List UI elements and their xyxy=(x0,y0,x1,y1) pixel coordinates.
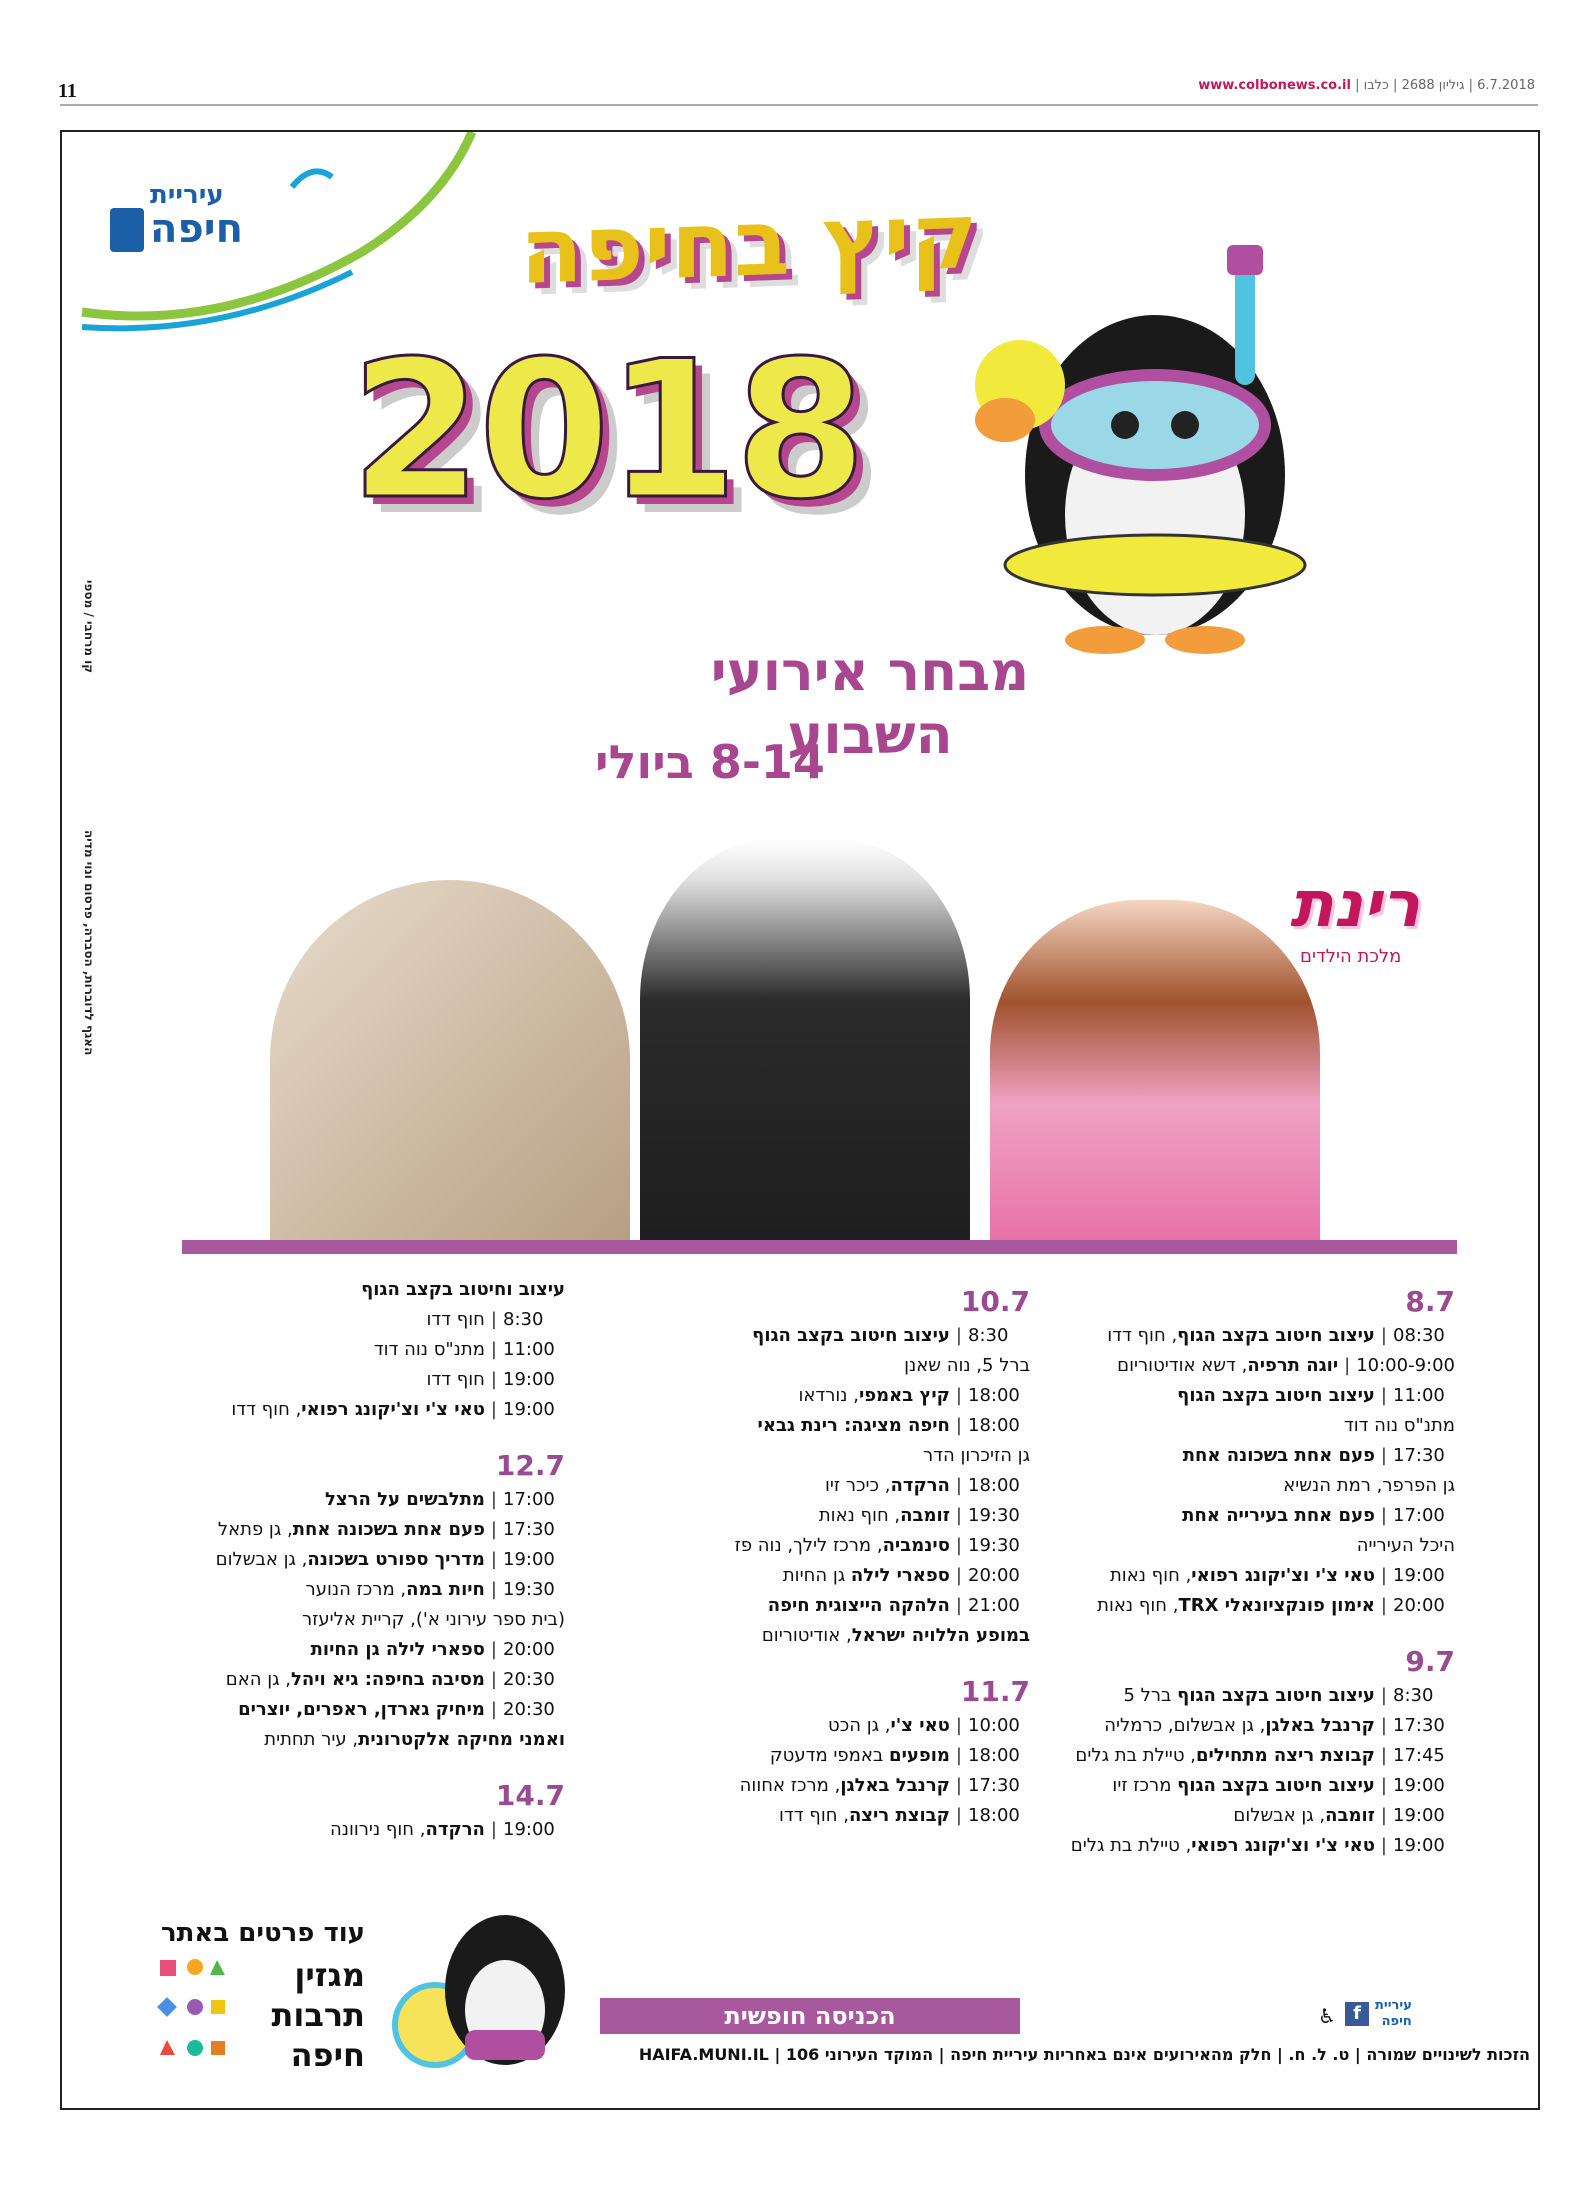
time-separator: | xyxy=(1380,1775,1387,1796)
event-location: גן הפרפר, רמת הנשיא xyxy=(1283,1475,1455,1496)
event-time: 18:00 xyxy=(968,1745,1020,1766)
event-title: קבוצת ריצה xyxy=(848,1805,950,1826)
event-title: מיחיק גארדן, ראפרים, יוצרים xyxy=(238,1699,485,1720)
event-time: 20:30 xyxy=(503,1669,555,1690)
event-title: פעם אחת בשכונה אחת xyxy=(292,1519,485,1540)
event-row xyxy=(145,1665,565,1695)
time-separator: | xyxy=(490,1339,497,1360)
event-title: עיצוב חיטוב בקצב הגוף xyxy=(1177,1325,1375,1346)
day-heading: 9.7 xyxy=(1405,1645,1455,1678)
event-row xyxy=(650,1591,1030,1621)
small-logo xyxy=(1375,1998,1412,2030)
day-heading: 8.7 xyxy=(1405,1285,1455,1318)
event-row xyxy=(1085,1411,1455,1441)
event-time: 21:00 xyxy=(968,1595,1020,1616)
event-row xyxy=(145,1395,565,1425)
logo-line2: חיפה xyxy=(150,206,244,252)
time-separator: | xyxy=(1380,1565,1387,1586)
time-separator: | xyxy=(955,1415,962,1436)
event-title: זומבה xyxy=(900,1505,950,1526)
small-logo-line1: עיריית xyxy=(1375,1998,1412,2013)
event-time: 19:30 xyxy=(968,1505,1020,1526)
event-location: באמפי מדעטק xyxy=(769,1745,890,1766)
event-time: 17:30 xyxy=(1393,1445,1445,1466)
event-location: , גן האם xyxy=(225,1669,291,1690)
event-row xyxy=(1085,1441,1455,1471)
event-location: , מרכז לילך, נוה פז xyxy=(734,1535,883,1556)
photo-divider-bar xyxy=(182,1240,1457,1254)
event-time: 19:00 xyxy=(503,1819,555,1840)
event-location: מרכז זיו xyxy=(1112,1775,1178,1796)
event-row xyxy=(145,1695,565,1725)
event-title: מסיבה בחיפה: גיא ויהל xyxy=(290,1669,485,1690)
event-location: גן החיות xyxy=(782,1565,851,1586)
time-separator: | xyxy=(1380,1805,1387,1826)
time-separator: | xyxy=(955,1715,962,1736)
event-title: עיצוב חיטוב בקצב הגוף xyxy=(1177,1385,1375,1406)
event-row xyxy=(1085,1561,1455,1591)
event-time: 11:00 xyxy=(503,1339,555,1360)
time-separator: | xyxy=(955,1475,962,1496)
event-time: 20:30 xyxy=(503,1699,555,1720)
event-title: קרנבל באלגן xyxy=(840,1775,950,1796)
logo-line1: עיריית xyxy=(150,180,224,210)
event-location: חוף דדו xyxy=(426,1309,485,1330)
page-number: 11 xyxy=(58,80,77,102)
time-separator: | xyxy=(1380,1835,1387,1856)
event-row xyxy=(145,1815,565,1845)
event-title: טאי צ'י וצ'יקונג רפואי xyxy=(1191,1835,1375,1856)
event-time: 17:30 xyxy=(503,1519,555,1540)
event-location: , חוף דדו xyxy=(1107,1325,1178,1346)
time-separator: | xyxy=(490,1579,497,1600)
event-time: 17:30 xyxy=(968,1775,1020,1796)
event-title: אימון פונקציונאלי TRX xyxy=(1178,1595,1375,1616)
masthead: 6.7.2018 | גיליון 2688 | כלבו | www.colbonews.co.il xyxy=(1198,78,1535,93)
time-separator: | xyxy=(490,1669,497,1690)
block-spacer xyxy=(145,1845,565,1859)
event-location: , עיר תחתית xyxy=(264,1729,359,1750)
event-row xyxy=(145,1605,565,1635)
day-heading: 14.7 xyxy=(495,1779,565,1812)
event-time: 19:00 xyxy=(1393,1805,1445,1826)
time-separator: | xyxy=(1380,1715,1387,1736)
small-logo-line2: חיפה xyxy=(1381,2014,1412,2029)
event-time: 19:30 xyxy=(968,1535,1020,1556)
event-location: , מרכז אחווה xyxy=(739,1775,841,1796)
time-separator: | xyxy=(490,1519,497,1540)
time-separator: | xyxy=(490,1699,497,1720)
event-time: 19:00 xyxy=(503,1399,555,1420)
block-spacer xyxy=(650,1831,1030,1845)
event-row xyxy=(1085,1501,1455,1531)
schedule-column-middle xyxy=(650,1275,1030,1845)
block-spacer xyxy=(1085,1621,1455,1635)
time-separator: | xyxy=(1380,1595,1387,1616)
event-title: פעם אחת בעירייה אחת xyxy=(1182,1505,1375,1526)
time-separator: | xyxy=(1380,1385,1387,1406)
time-separator: | xyxy=(955,1565,962,1586)
event-location: , דשא אודיטוריום xyxy=(1117,1355,1248,1376)
event-location: , טיילת בת גלים xyxy=(1070,1835,1192,1856)
event-time: 18:00 xyxy=(968,1805,1020,1826)
event-time: 08:30 xyxy=(1393,1325,1445,1346)
day-heading: 12.7 xyxy=(495,1449,565,1482)
event-row xyxy=(145,1575,565,1605)
time-separator: | xyxy=(490,1399,497,1420)
masthead-paper: כלבו xyxy=(1363,78,1389,93)
event-row xyxy=(650,1381,1030,1411)
penguin-mascot-icon xyxy=(965,245,1345,665)
event-title: טאי צ'י וצ'יקונג רפואי xyxy=(1191,1565,1375,1586)
day-heading: 11.7 xyxy=(960,1675,1030,1708)
rinat-logo-text: רינת xyxy=(1290,868,1421,942)
event-location: גן הזיכרון הדר xyxy=(922,1445,1030,1466)
event-title: ספארי לילה xyxy=(850,1565,950,1586)
event-row xyxy=(650,1771,1030,1801)
saxophone-player-photo xyxy=(640,840,970,1240)
time-separator: | xyxy=(1380,1505,1387,1526)
event-location: , חוף דדו xyxy=(231,1399,302,1420)
event-row xyxy=(145,1515,565,1545)
event-time: 8:30 xyxy=(1393,1685,1434,1706)
event-title: חיפה מציגה: רינת גבאי xyxy=(757,1415,950,1436)
time-separator: | xyxy=(1344,1355,1351,1376)
event-time: 18:00 xyxy=(968,1385,1020,1406)
event-time: 8:30 xyxy=(968,1325,1009,1346)
event-time: 17:00 xyxy=(503,1489,555,1510)
event-row xyxy=(1085,1471,1455,1501)
time-separator: | xyxy=(955,1535,962,1556)
time-separator: | xyxy=(955,1595,962,1616)
event-row xyxy=(650,1741,1030,1771)
event-row xyxy=(145,1275,565,1305)
time-separator: | xyxy=(955,1745,962,1766)
magazine-line-2: תרבות xyxy=(271,1996,365,2034)
event-time: 10:00-9:00 xyxy=(1356,1355,1455,1376)
event-row xyxy=(1085,1531,1455,1561)
more-info-text: עוד פרטים באתר xyxy=(160,1918,365,1948)
event-location: מתנ"ס נוה דוד xyxy=(373,1339,485,1360)
time-separator: | xyxy=(955,1325,962,1346)
header-divider xyxy=(60,104,1538,106)
side-credit-agency: קו מרחבי / מספי xyxy=(82,580,96,674)
event-row xyxy=(145,1635,565,1665)
time-separator: | xyxy=(490,1489,497,1510)
event-title: יוגה תרפיה xyxy=(1247,1355,1339,1376)
event-location: , חוף נירוונה xyxy=(330,1819,426,1840)
time-separator: | xyxy=(955,1385,962,1406)
magazine-line-3: חיפה xyxy=(290,2036,365,2074)
accessibility-icon: ♿ xyxy=(1318,2004,1336,2028)
event-title: עיצוב חיטוב בקצב הגוף xyxy=(1177,1685,1375,1706)
event-title: זומבה xyxy=(1325,1805,1375,1826)
event-time: 18:00 xyxy=(968,1475,1020,1496)
event-location: , מרכז הנוער xyxy=(305,1579,407,1600)
event-location: , חוף נאות xyxy=(1109,1565,1192,1586)
event-time: 19:30 xyxy=(503,1579,555,1600)
event-row xyxy=(650,1411,1030,1441)
event-location: , גן אבשלום xyxy=(1233,1805,1326,1826)
event-row xyxy=(1085,1321,1455,1351)
event-location: , כיכר זיו xyxy=(824,1475,891,1496)
event-location: , גן הכט xyxy=(828,1715,891,1736)
block-spacer xyxy=(1085,1861,1455,1875)
event-row xyxy=(145,1725,565,1755)
event-row xyxy=(1085,1681,1455,1711)
event-time: 19:00 xyxy=(1393,1565,1445,1586)
event-time: 18:00 xyxy=(968,1415,1020,1436)
hero-subtitle: מבחר אירועי השבוע xyxy=(710,640,1030,766)
event-title: טאי צ'י xyxy=(890,1715,950,1736)
penguin-beach-ball-icon xyxy=(385,1900,585,2075)
hero-dates: 8-14 ביולי xyxy=(595,735,825,789)
event-location: , גן אבשלום xyxy=(215,1549,308,1570)
event-time: 19:00 xyxy=(503,1369,555,1390)
event-row xyxy=(1085,1711,1455,1741)
event-row xyxy=(1085,1591,1455,1621)
event-row xyxy=(145,1545,565,1575)
schedule-column-right xyxy=(1070,1275,1455,1875)
event-row xyxy=(650,1351,1030,1381)
event-time: 20:00 xyxy=(503,1639,555,1660)
time-separator: | xyxy=(955,1775,962,1796)
event-location: , גן אבשלום, כרמליה xyxy=(1104,1715,1266,1736)
event-location: (בית ספר עירוני א'), קריית אליעזר xyxy=(301,1609,565,1630)
masthead-date: 6.7.2018 xyxy=(1477,78,1535,93)
event-row xyxy=(145,1365,565,1395)
event-title: הרקדה xyxy=(890,1475,950,1496)
event-location: , חוף נאות xyxy=(1097,1595,1179,1616)
event-title: סינמביה xyxy=(882,1535,950,1556)
hero-year: 2018 xyxy=(350,320,863,541)
event-title: מדריך ספורט בשכונה xyxy=(307,1549,485,1570)
event-title: מופעים xyxy=(889,1745,950,1766)
event-title: הרקדה xyxy=(425,1819,485,1840)
day-heading: 10.7 xyxy=(960,1285,1030,1318)
time-separator: | xyxy=(955,1505,962,1526)
time-separator: | xyxy=(490,1549,497,1570)
time-separator: | xyxy=(1380,1745,1387,1766)
event-row xyxy=(650,1471,1030,1501)
time-separator: | xyxy=(490,1309,497,1330)
time-separator: | xyxy=(1380,1445,1387,1466)
event-row xyxy=(1085,1771,1455,1801)
event-title: מתלבשים על הרצל xyxy=(324,1489,485,1510)
event-time: 19:00 xyxy=(1393,1775,1445,1796)
event-row xyxy=(650,1711,1030,1741)
hero-title: קיץ בחיפה xyxy=(520,182,978,305)
event-location: , נורדאו xyxy=(798,1385,859,1406)
event-location: , חוף נאות xyxy=(818,1505,901,1526)
event-time: 11:00 xyxy=(1393,1385,1445,1406)
block-spacer xyxy=(650,1651,1030,1665)
event-location: , טיילת בת גלים xyxy=(1075,1745,1196,1766)
event-time: 17:45 xyxy=(1393,1745,1445,1766)
facebook-icon[interactable]: f xyxy=(1345,2002,1369,2026)
block-spacer xyxy=(145,1755,565,1769)
masthead-site-link[interactable]: www.colbonews.co.il xyxy=(1198,78,1351,93)
event-row xyxy=(650,1441,1030,1471)
time-separator: | xyxy=(955,1805,962,1826)
event-title: ספארי לילה גן החיות xyxy=(310,1639,485,1660)
haifa-emblem-icon xyxy=(110,208,144,252)
event-row xyxy=(650,1801,1030,1831)
event-time: 19:00 xyxy=(1393,1835,1445,1856)
rinat-tagline: מלכת הילדים xyxy=(1300,946,1402,967)
block-spacer xyxy=(145,1425,565,1439)
event-time: 20:00 xyxy=(1393,1595,1445,1616)
event-location: מתנ"ס נוה דוד xyxy=(1343,1415,1455,1436)
event-row xyxy=(1085,1381,1455,1411)
event-title: עיצוב חיטוב בקצב הגוף xyxy=(752,1325,950,1346)
event-location: ברל 5 xyxy=(1123,1685,1178,1706)
side-credit-dept: האגף לדוברות, הסברה, פרסום ונוי מדיה xyxy=(82,830,96,1056)
event-row xyxy=(650,1501,1030,1531)
rinat-photo xyxy=(990,900,1320,1240)
footer-notes: הזכות לשינויים שמורה | ט. ל. ח. | חלק מהאירועים אינם באחריות עיריית חיפה | המוקד העירוני 106 | HAIFA.MUNI.IL xyxy=(638,2045,1530,2064)
time-separator: | xyxy=(490,1819,497,1840)
time-separator: | xyxy=(490,1639,497,1660)
event-title: הלהקה הייצוגית חיפה xyxy=(767,1595,950,1616)
event-row xyxy=(1085,1801,1455,1831)
event-title: חיות במה xyxy=(406,1579,485,1600)
event-title: עיצוב חיטוב בקצב הגוף xyxy=(1177,1775,1375,1796)
event-location: חוף דדו xyxy=(426,1369,485,1390)
event-time: 8:30 xyxy=(503,1309,544,1330)
event-title: קבוצת ריצה מתחילים xyxy=(1195,1745,1375,1766)
event-row xyxy=(650,1321,1030,1351)
event-row xyxy=(1070,1831,1455,1861)
event-location: היכל העירייה xyxy=(1356,1535,1455,1556)
event-title: פעם אחת בשכונה אחת xyxy=(1182,1445,1375,1466)
masthead-issue: גיליון 2688 xyxy=(1401,78,1465,93)
duo-singers-photo xyxy=(270,880,630,1240)
event-time: 20:00 xyxy=(968,1565,1020,1586)
event-row xyxy=(145,1485,565,1515)
event-location: , חוף דדו xyxy=(779,1805,849,1826)
schedule-column-left xyxy=(145,1275,565,1859)
magazine-line-1: מגזין xyxy=(294,1956,365,1994)
event-title: קיץ באמפי xyxy=(858,1385,950,1406)
event-row xyxy=(650,1561,1030,1591)
time-separator: | xyxy=(1380,1325,1387,1346)
event-location: , גן פתאל xyxy=(217,1519,293,1540)
time-separator: | xyxy=(490,1369,497,1390)
event-row xyxy=(145,1305,565,1335)
event-row xyxy=(145,1335,565,1365)
event-row xyxy=(650,1531,1030,1561)
event-title: עיצוב וחיטוב בקצב הגוף xyxy=(361,1279,565,1300)
event-title: ואמני מחיקה אלקטרונית xyxy=(358,1729,565,1750)
event-time: 19:00 xyxy=(503,1549,555,1570)
magazine-shapes-icon xyxy=(155,1955,230,2080)
event-title: טאי צ'י וצ'יקונג רפואי xyxy=(301,1399,485,1420)
event-row xyxy=(650,1621,1030,1651)
event-time: 17:00 xyxy=(1393,1505,1445,1526)
event-row xyxy=(1075,1741,1455,1771)
event-time: 10:00 xyxy=(968,1715,1020,1736)
event-time: 17:30 xyxy=(1393,1715,1445,1736)
event-title: קרנבל באלגן xyxy=(1265,1715,1375,1736)
event-title: במופע הללויה ישראל xyxy=(851,1625,1030,1646)
event-row xyxy=(1085,1351,1455,1381)
free-entry-banner: הכניסה חופשית xyxy=(600,1998,1020,2034)
time-separator: | xyxy=(1380,1685,1387,1706)
event-location: , אודיטוריום xyxy=(761,1625,852,1646)
event-location: ברל 5, נוה שאנן xyxy=(904,1355,1030,1376)
